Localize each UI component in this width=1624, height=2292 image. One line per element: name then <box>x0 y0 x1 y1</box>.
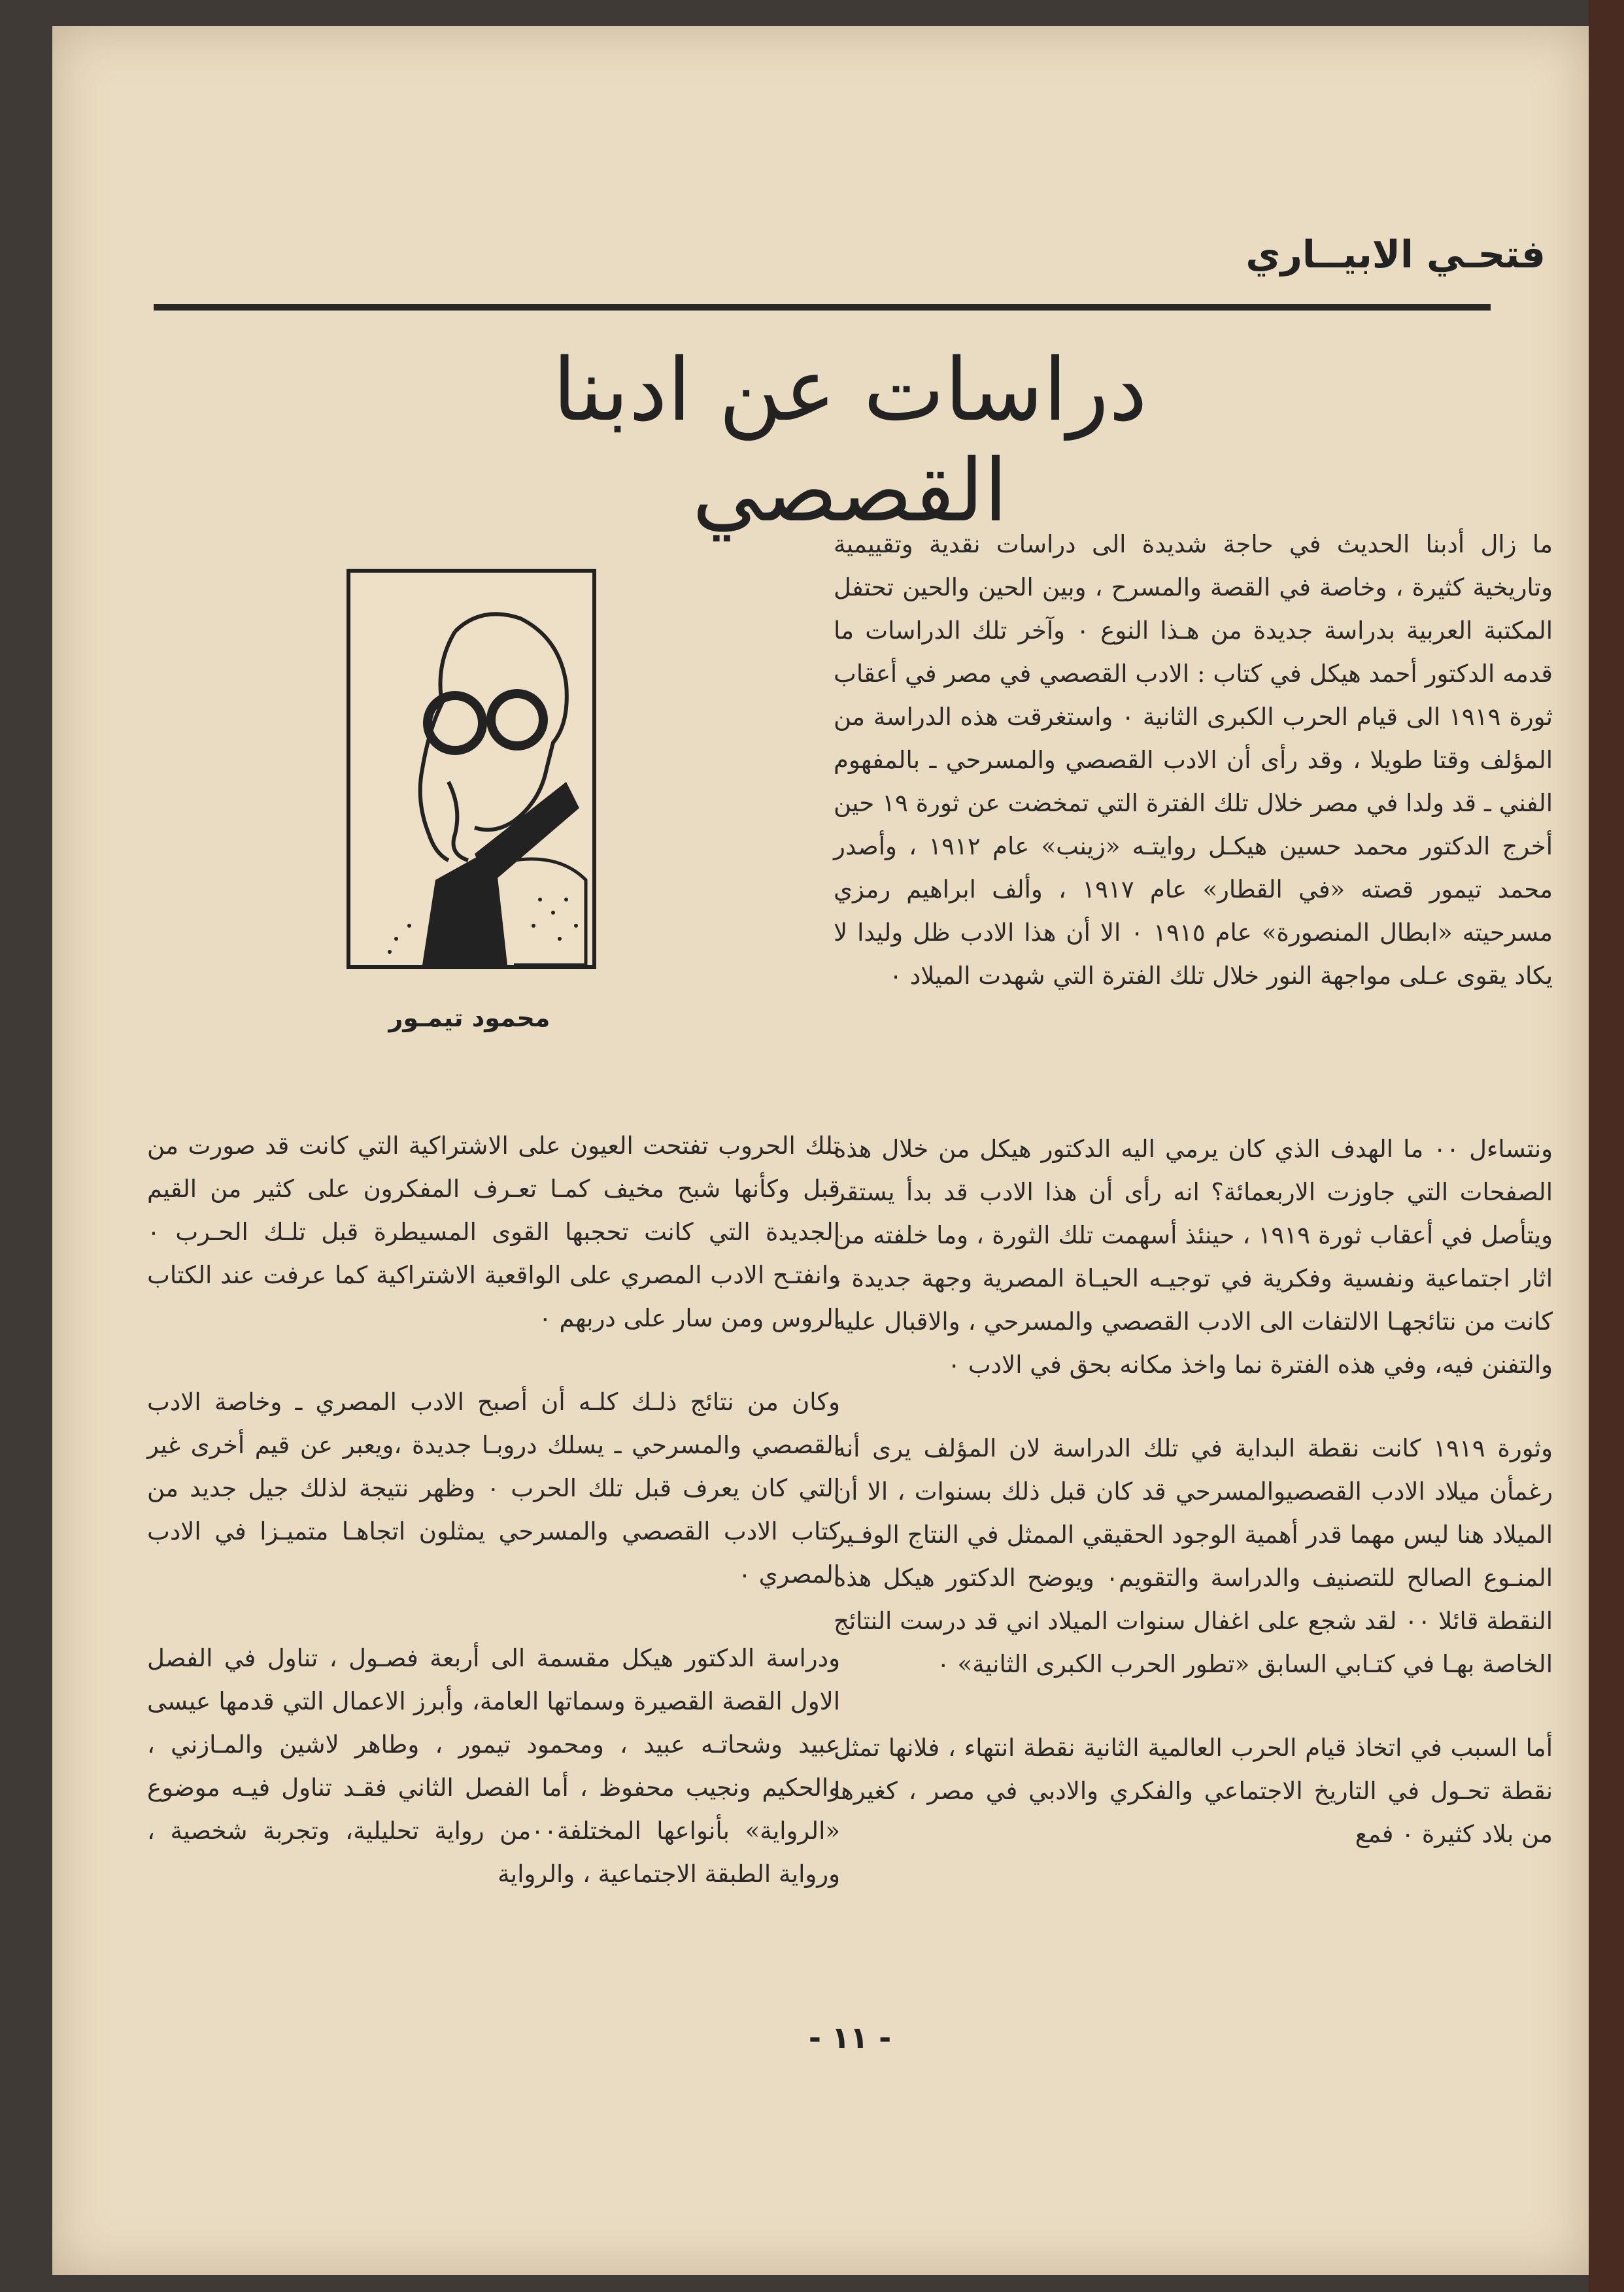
binding-edge <box>1589 0 1624 2292</box>
paragraph: أما السبب في اتخاذ قيام الحرب العالمية الثانية نقطة انتهاء ، فلانها تمثل نقطة تحـول في التاريخ الاجتماعي والفكري والادبي في مصر ، كغيرها من بلاد كثيرة ٠ فمع <box>834 1734 1553 1848</box>
paragraph: ونتساءل ٠٠ ما الهدف الذي كان يرمي اليه الدكتور هيكل من خلال هذه الصفحات التي جاوزت الاربعمائة؟ انه رأى أن هذا الادب قد بدأ يستقر ويتأصل في أعقاب ثورة ١٩١٩ ، حينئذ أسهمت تلك الثورة ، وما خلفته من اثار اجتماعية ونفسية وفكرية في توجيـه الحيـاة المصرية وجهة جديدة ، كانت من نتائجهـا الالتفات الى الادب القصصي والمسرحي ، والاقبال عليه والتفنن فيه، وفي هذه الفترة نما واخذ مكانه بحق في الادب ٠ <box>834 1135 1553 1379</box>
paragraph: ودراسة الدكتور هيكل مقسمة الى أربعة فصـول ، تناول في الفصل الاول القصة القصيرة وسماتها العامة، وأبرز الاعمال التي قدمها عيسى عبيد وشحاتـه عبيد ، ومحمود تيمور ، وطاهر لاشين والمـازني ، والحكيم ونجيب محفوظ ، أما الفصل الثاني فقـد تناول فيـه موضوع «الرواية» بأنواعها المختلفة٠٠من رواية تحليلية، وتجربة شخصية ، ورواية الطبقة الاجتماعية ، والرواية <box>147 1644 841 1888</box>
header-rule <box>154 304 1491 311</box>
article-title: دراسات عن ادبنا القصصي <box>552 340 1147 541</box>
paragraph: ما زال أدبنا الحديث في حاجة شديدة الى دراسات نقدية وتقييمية وتاريخية كثيرة ، وخاصة في القصة والمسرح ، وبين الحين والحين تحتفل المكتبة العربية بدراسة جديدة من هـذا النوع ٠ وآخر تلك الدراسات ما قدمه الدكتور أحمد هيكل في كتاب : الادب القصصي في مصر في أعقاب ثورة ١٩١٩ الى قيام الحرب الكبرى الثانية ٠ واستغرقت هذه الدراسة من المؤلف وقتا طويلا ، وقد رأى أن الادب القصصي والمسرحي ـ بالمفهوم الفني ـ قد ولدا في مصر خلال تلك الفترة التي تمخضت عن ثورة ١٩ حين أخرج الدكتور محمد حسين هيكـل روايتـه «زينب» عام ١٩١٢ ، وأصدر محمد تيمور قصته «في القطار» عام ١٩١٧ ، وألف ابراهيم رمزي مسرحيته «ابطال المنصورة» عام ١٩١٥ ٠ الا أن هذا الادب ظل وليدا لا يكاد يقوى عـلى مواجهة النور خلال تلك الفترة التي شهدت الميلاد ٠ <box>834 530 1553 990</box>
author-byline: فتحـي الابيــاري <box>1245 232 1546 277</box>
paragraph: وثورة ١٩١٩ كانت نقطة البداية في تلك الدراسة لان المؤلف يرى أنه رغمأن ميلاد الادب القصصيوالمسرحي قد كان قبل ذلك بسنوات ، الا أن الميلاد هنا ليس مهما قدر أهمية الوجود الحقيقي الممثل في النتاج الوفـير المنـوع الصالح للتصنيف والدراسة والتقويم٠ ويوضح الدكتور هيكل هذه النقطة قائلا ٠٠ لقد شجع على اغفال سنوات الميلاد اني قد درست النتائج الخاصة بهـا في كتـابي السابق «تطور الحرب الكبرى الثانية» ٠ <box>834 1434 1553 1678</box>
column-right-bottom <box>834 1128 1553 1896</box>
page-number: - ١١ - <box>808 2020 892 2055</box>
portrait-caption: محمود تيمـور <box>388 1003 550 1032</box>
portrait-illustration <box>347 569 596 969</box>
column-left <box>147 1124 840 1936</box>
portrait-sketch-icon <box>350 573 592 965</box>
column-right-top <box>834 523 1553 1038</box>
paragraph: وكان من نتائج ذلـك كلـه أن أصبح الادب المصري ـ وخاصة الادب القصصي والمسرحي ـ يسلك دروبـا جديدة ،ويعبر عن قيم أخرى غير التي كان يعرف قبل تلك الحرب ٠ وظهر نتيجة لذلك جيل جديد من كتاب الادب القصصي والمسرحي يمثلون اتجاهـا متميـزا في الادب المصري ٠ <box>147 1388 840 1589</box>
paragraph: تلك الحروب تفتحت العيون على الاشتراكية التي كانت قد صورت من قبل وكأنها شبح مخيف كمـا تعـرف المفكرون على كثير من القيم الجديدة التي كانت تحجبها القوى المسيطرة قبل تلـك الحـرب ٠ وانفتـح الادب المصري على الواقعية الاشتراكية كما عرفت عند الكتاب الروس ومن سار على دربهم ٠ <box>147 1132 840 1332</box>
